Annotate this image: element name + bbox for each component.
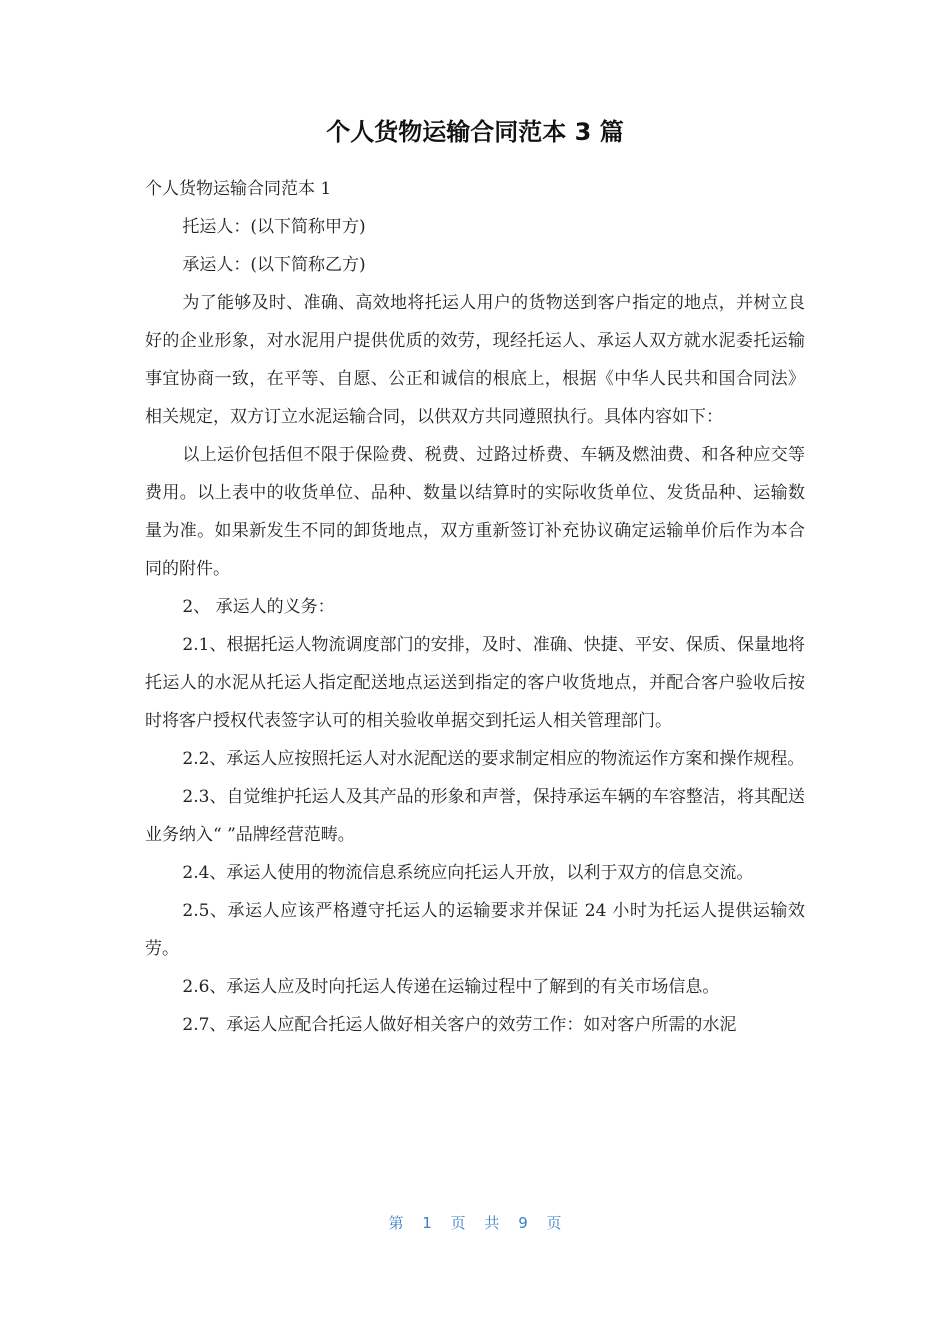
footer-suffix: 页 xyxy=(546,1214,562,1232)
paragraph-shipper: 托运人：(以下简称甲方) xyxy=(182,217,366,237)
section-heading: 个人货物运输合同范本 1 xyxy=(145,179,332,199)
paragraph-clause-2-5: 2.5、承运人应该严格遵守托运人的运输要求并保证 24 小时为托运人提供运输效劳。 xyxy=(145,901,805,959)
paragraph-freight-costs: 以上运价包括但不限于保险费、税费、过路过桥费、车辆及燃油费、和各种应交等费用。以上表中的收货单位、品种、数量以结算时的实际收货单位、发货品种、运输数量为准。如果新发生不同的卸货地点，双方重新签订补充协议确定运输单价后作为本合同的附件。 xyxy=(145,445,805,579)
paragraph-carrier-obligations-heading: 2、 承运人的义务： xyxy=(182,597,335,617)
footer-total-word: 共 xyxy=(484,1214,500,1232)
paragraph-clause-2-1: 2.1、根据托运人物流调度部门的安排，及时、准确、快捷、平安、保质、保量地将托运人的水泥从托运人指定配送地点运送到指定的客户收货地点，并配合客户验收后按时将客户授权代表签字认可的相关验收单据交到托运人相关管理部门。 xyxy=(145,635,805,731)
footer-total-pages: 9 xyxy=(518,1214,528,1232)
footer-page-number: 1 xyxy=(422,1214,432,1232)
paragraph-clause-2-6: 2.6、承运人应及时向托运人传递在运输过程中了解到的有关市场信息。 xyxy=(182,977,720,997)
footer-prefix: 第 xyxy=(388,1214,404,1232)
document-body xyxy=(145,170,805,1044)
paragraph-clause-2-3: 2.3、自觉维护托运人及其产品的形象和声誉，保持承运车辆的车容整洁，将其配送业务纳入“ ”品牌经营范畴。 xyxy=(145,787,805,845)
paragraph-clause-2-2: 2.2、承运人应按照托运人对水泥配送的要求制定相应的物流运作方案和操作规程。 xyxy=(182,749,805,769)
paragraph-clause-2-7: 2.7、承运人应配合托运人做好相关客户的效劳工作：如对客户所需的水泥 xyxy=(182,1015,737,1035)
footer-page-word: 页 xyxy=(450,1214,466,1232)
paragraph-clause-2-4: 2.4、承运人使用的物流信息系统应向托运人开放，以利于双方的信息交流。 xyxy=(182,863,754,883)
paragraph-preamble: 为了能够及时、准确、高效地将托运人用户的货物送到客户指定的地点，并树立良好的企业形象，对水泥用户提供优质的效劳，现经托运人、承运人双方就水泥委托运输事宜协商一致，在平等、自愿、公正和诚信的根底上，根据《中华人民共和国合同法》相关规定，双方订立水泥运输合同，以供双方共同遵照执行。具体内容如下： xyxy=(145,293,805,427)
paragraph-carrier: 承运人：(以下简称乙方) xyxy=(182,255,366,275)
document-title: 个人货物运输合同范本 3 篇 xyxy=(326,118,624,146)
page-footer xyxy=(0,1208,950,1238)
